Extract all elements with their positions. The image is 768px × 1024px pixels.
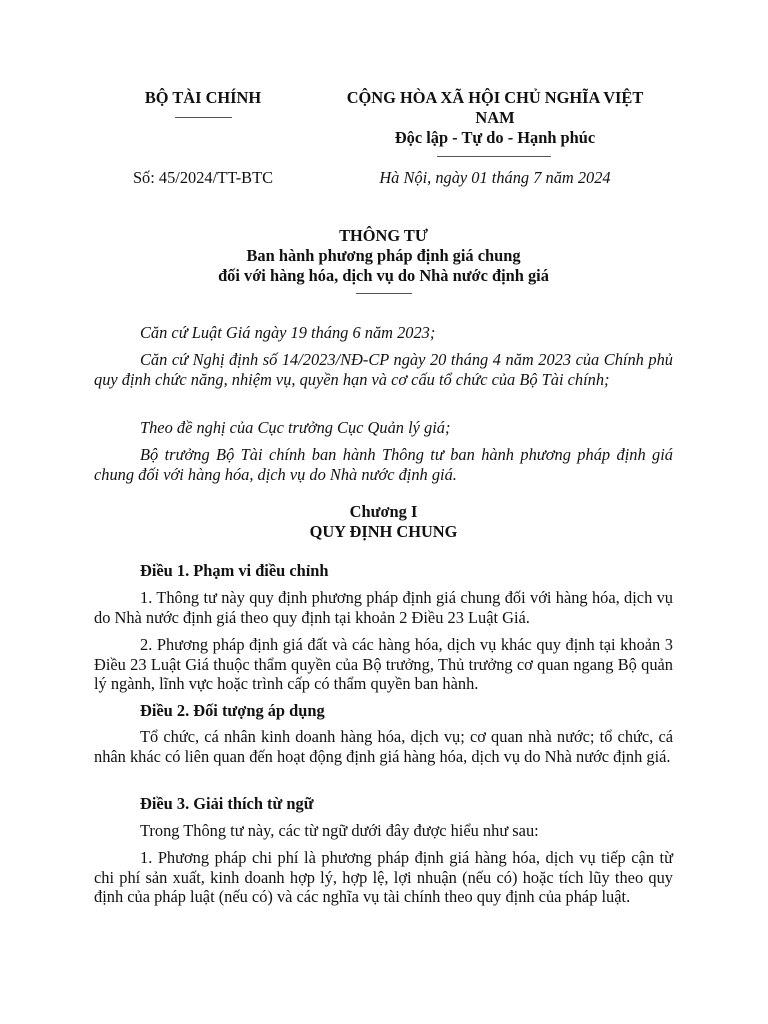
article-paragraph: 1. Phương pháp chi phí là phương pháp định giá hàng hóa, dịch vụ tiếp cận từ chi phí sản xuất, kinh doanh hợp lý, hợp lệ, lợi nhuận (nếu có) hoặc tích lũy theo quy định của pháp luật (nếu có) và các nghĩa vụ tài chính theo quy định của pháp luật.: [94, 848, 673, 906]
document-title-line1: Ban hành phương pháp định giá chung: [246, 246, 521, 265]
ministry-name: BỘ TÀI CHÍNH: [144, 88, 262, 107]
article-heading: Điều 1. Phạm vi điều chỉnh: [140, 561, 329, 580]
national-motto: Độc lập - Tự do - Hạnh phúc: [394, 128, 596, 147]
chapter-number: Chương I: [349, 502, 418, 521]
article-paragraph: 1. Thông tư này quy định phương pháp định giá chung đối với hàng hóa, dịch vụ do Nhà nước định giá theo quy định tại khoản 2 Điều 23 Luật Giá.: [94, 588, 673, 627]
document-number: Số: 45/2024/TT-BTC: [132, 168, 274, 187]
preamble-paragraph: Bộ trưởng Bộ Tài chính ban hành Thông tư ban hành phương pháp định giá chung đối với hàng hóa, dịch vụ do Nhà nước định giá.: [94, 445, 673, 484]
chapter-title: QUY ĐỊNH CHUNG: [309, 522, 458, 541]
place-date: Hà Nội, ngày 01 tháng 7 năm 2024: [379, 168, 611, 187]
motto-underline: [437, 156, 551, 157]
preamble-paragraph: Căn cứ Nghị định số 14/2023/NĐ-CP ngày 20 tháng 4 năm 2023 của Chính phủ quy định chức năng, nhiệm vụ, quyền hạn và cơ cấu tổ chức của Bộ Tài chính;: [94, 350, 673, 389]
country-name-line1: CỘNG HÒA XÃ HỘI CHỦ NGHĨA VIỆT: [346, 88, 644, 107]
document-title-line2: đối với hàng hóa, dịch vụ do Nhà nước định giá: [218, 266, 549, 285]
article-heading: Điều 2. Đối tượng áp dụng: [140, 701, 325, 720]
ministry-underline: [175, 117, 232, 118]
title-underline: [356, 293, 412, 294]
article-paragraph: 2. Phương pháp định giá đất và các hàng hóa, dịch vụ khác quy định tại khoản 3 Điều 23 Luật Giá thuộc thẩm quyền của Bộ trưởng, Thủ trưởng cơ quan ngang Bộ quản lý ngành, lĩnh vực hoặc trình cấp có thẩm quyền ban hành.: [94, 635, 673, 693]
document-type: THÔNG TƯ: [339, 226, 428, 245]
article-heading: Điều 3. Giải thích từ ngữ: [140, 794, 314, 813]
preamble-paragraph: Căn cứ Luật Giá ngày 19 tháng 6 năm 2023;: [140, 323, 436, 342]
preamble-paragraph: Theo đề nghị của Cục trưởng Cục Quản lý giá;: [140, 418, 451, 437]
country-name-line2: NAM: [475, 108, 515, 127]
article-paragraph: Tổ chức, cá nhân kinh doanh hàng hóa, dịch vụ; cơ quan nhà nước; tổ chức, cá nhân khác có liên quan đến hoạt động định giá hàng hóa, dịch vụ do Nhà nước định giá.: [94, 727, 673, 766]
article-paragraph: Trong Thông tư này, các từ ngữ dưới đây được hiểu như sau:: [140, 821, 539, 840]
